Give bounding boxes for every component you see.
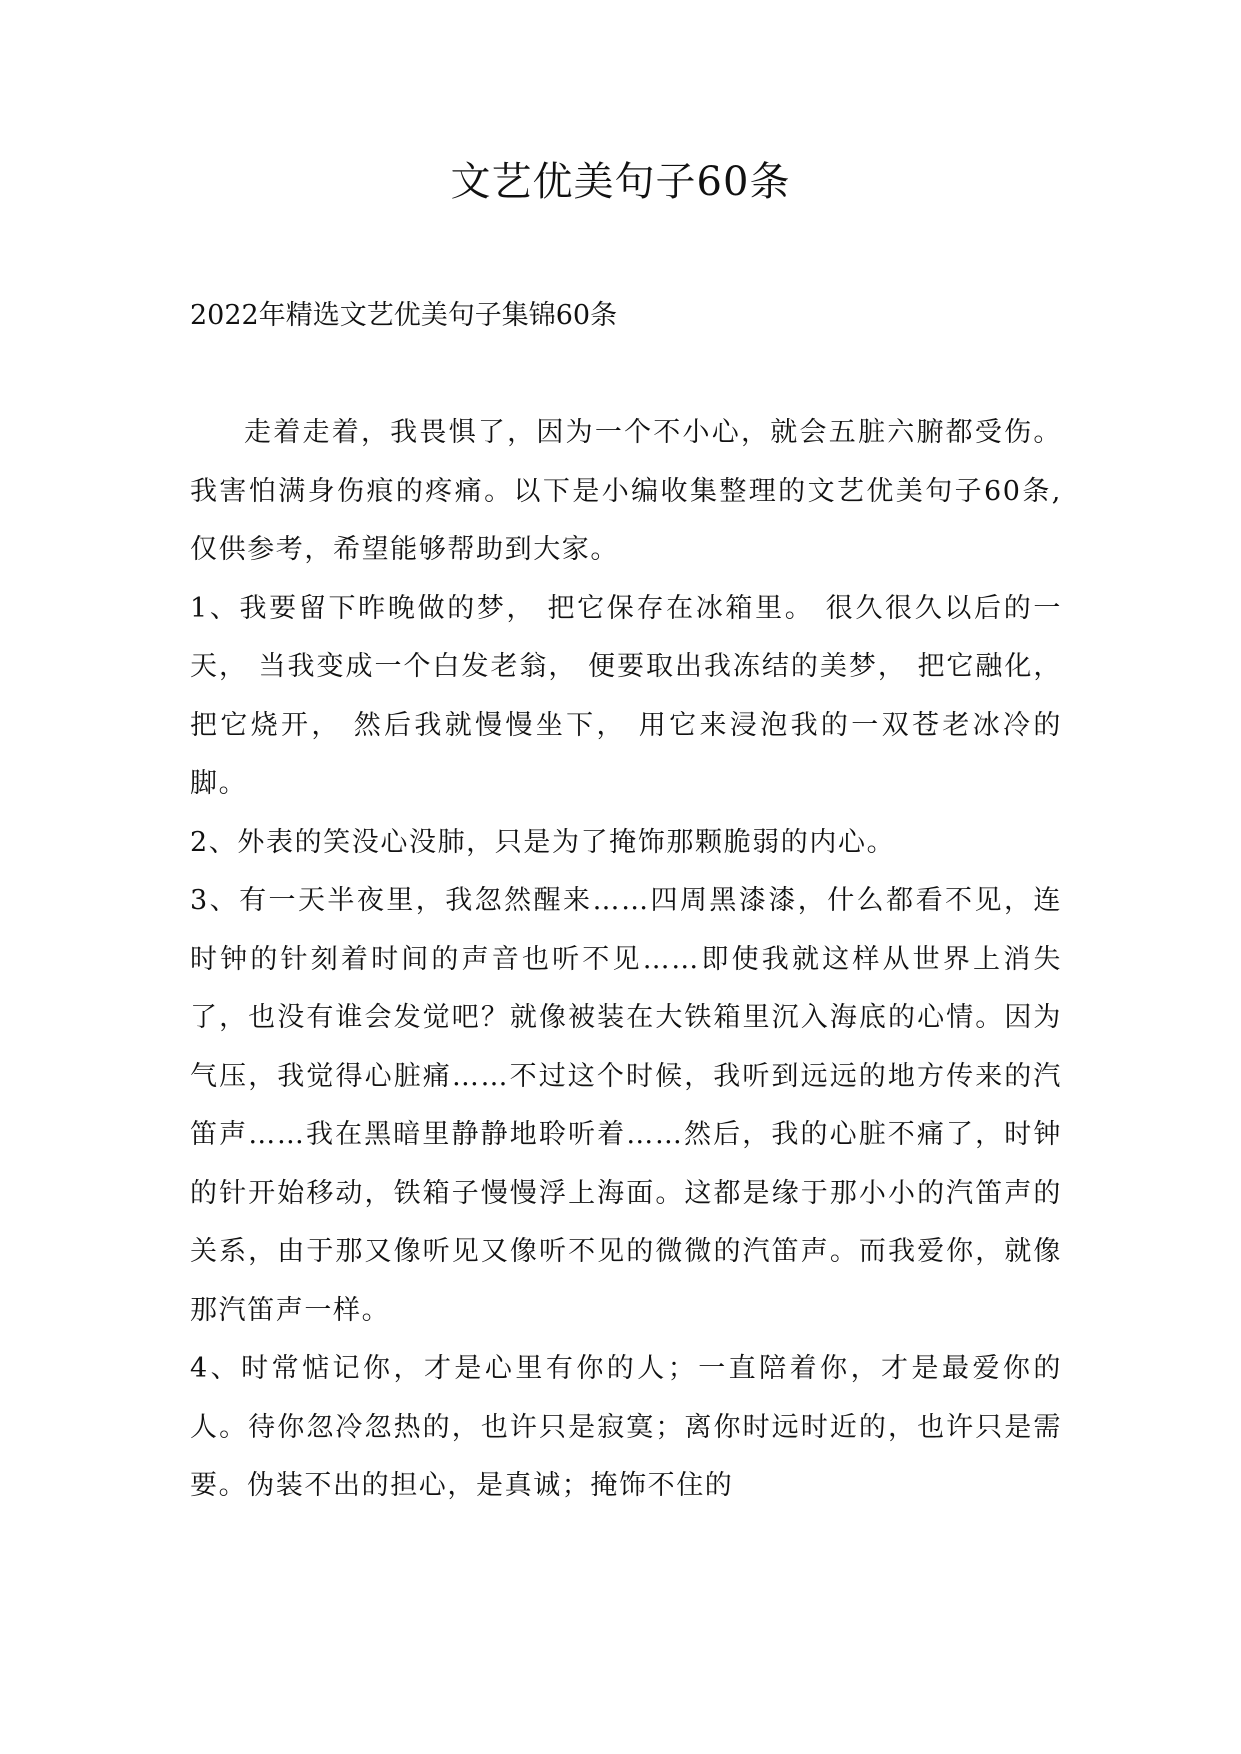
sentence-item-2: 2、外表的笑没心没肺，只是为了掩饰那颗脆弱的内心。 — [190, 826, 896, 858]
sentence-item-3: 3、有一天半夜里，我忽然醒来……四周黑漆漆，什么都看不见，连时钟的针刻着时间的声音也听不见……即使我就这样从世界上消失了，也没有谁会发觉吧？就像被装在大铁箱里沉入海底的心情。因为气压，我觉得心脏痛……不过这个时候，我听到远远的地方传来的汽笛声……我在黑暗里静静地聆听着……然后，我的心脏不痛了，时钟的针开始移动，铁箱子慢慢浮上海面。这都是缘于那小小的汽笛声的关系，由于那又像听见又像听不见的微微的汽笛声。而我爱你，就像那汽笛声一样。 — [190, 885, 1062, 1326]
document-subtitle: 2022年精选文艺优美句子集锦60条 — [190, 300, 618, 331]
sentence-item-1: 1、我要留下昨晚做的梦， 把它保存在冰箱里。 很久很久以后的一天， 当我变成一个白发老翁， 便要取出我冻结的美梦， 把它融化，把它烧开， 然后我就慢慢坐下， 用它来浸泡我的一双苍老冰冷的脚。 — [190, 592, 1062, 799]
document-body — [190, 404, 1062, 1516]
document-title: 文艺优美句子60条 — [450, 159, 791, 205]
sentence-item-4: 4、时常惦记你，才是心里有你的人；一直陪着你，才是最爱你的人。待你忽冷忽热的，也许只是寂寞；离你时远时近的，也许只是需要。伪装不出的担心，是真诚；掩饰不住的 — [190, 1353, 1062, 1501]
intro-paragraph: 走着走着，我畏惧了，因为一个不小心，就会五脏六腑都受伤。我害怕满身伤痕的疼痛。以下是小编收集整理的文艺优美句子60条,仅供参考，希望能够帮助到大家。 — [190, 417, 1062, 565]
